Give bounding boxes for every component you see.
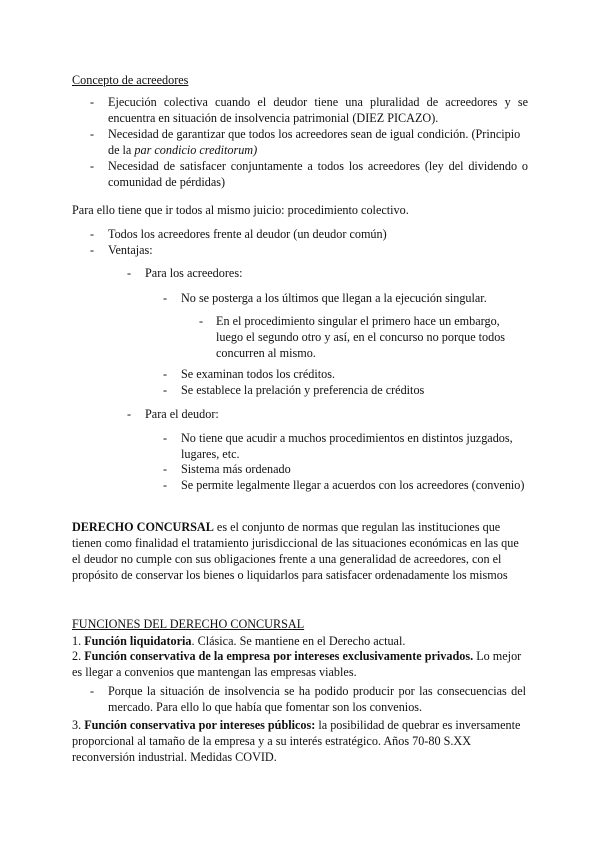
latin-phrase: par condicio creditorum)	[134, 143, 258, 157]
dash-bullet: -	[90, 95, 95, 109]
list-item	[163, 477, 528, 493]
section-heading-funciones: FUNCIONES DEL DERECHO CONCURSAL	[72, 617, 305, 631]
list-item	[90, 683, 526, 715]
list-item-text: No tiene que acudir a muchos procedimientos en distintos juzgados, lugares, etc.	[181, 431, 513, 461]
dash-bullet: -	[163, 291, 168, 305]
definition-term: DERECHO CONCURSAL	[72, 520, 214, 534]
list-item	[90, 158, 528, 190]
definition-text: es el conjunto de normas que regulan las instituciones que tienen como finalidad el tratamiento jurisdiccional de las situaciones económicas en las que el deudor no cumple con sus obligaciones frente a una generalidad de acreedores, con el propósito de conservar los bienes o liquidarlos para satisfacer ordenadamente los mismos	[72, 520, 519, 582]
list-item	[90, 242, 510, 258]
list-item-text: En el procedimiento singular el primero hace un embargo, luego el segundo otro y así, en el concurso no porque todos concurren al mismo.	[216, 314, 506, 360]
dash-bullet: -	[163, 478, 168, 492]
intro-paragraph: Para ello tiene que ir todos al mismo juicio: procedimiento colectivo.	[72, 203, 409, 217]
funcion-title: Función conservativa por intereses públicos:	[84, 718, 316, 732]
funcion-title: Función liquidatoria	[84, 634, 192, 648]
dash-bullet: -	[199, 314, 204, 328]
funcion-number: 3.	[72, 718, 85, 732]
dash-bullet: -	[90, 227, 95, 241]
funcion-text: . Clásica. Se mantiene en el Derecho actual.	[191, 634, 406, 648]
list-item	[163, 430, 528, 462]
list-item-text: Todos los acreedores frente al deudor (un deudor común)	[108, 227, 387, 241]
list-item	[90, 226, 510, 242]
dash-bullet: -	[163, 431, 168, 445]
list-item-text: Se permite legalmente llegar a acuerdos con los acreedores (convenio)	[181, 478, 525, 492]
list-item	[199, 313, 509, 361]
list-item-text: Ventajas:	[108, 243, 153, 257]
list-item-text-plain: Necesidad de garantizar que todos los acreedores sean de igual condición. (Principio de la	[108, 127, 521, 157]
funcion-3	[72, 717, 530, 765]
funcion-1	[72, 633, 528, 649]
list-item-text: Para el deudor:	[145, 407, 219, 421]
dash-bullet: -	[163, 462, 168, 476]
list-item-text: No se posterga a los últimos que llegan a la ejecución singular.	[181, 291, 487, 305]
funcion-number: 2.	[72, 649, 85, 663]
list-item	[163, 366, 523, 382]
list-item-text: Se examinan todos los créditos.	[181, 367, 336, 381]
funcion-2	[72, 648, 532, 680]
list-item	[163, 290, 523, 306]
funcion-number: 1.	[72, 634, 85, 648]
list-item-text: Sistema más ordenado	[181, 462, 291, 476]
funcion-text: Lo mejor es llegar a convenios que mantengan las empresas viables.	[72, 649, 522, 679]
list-item-text	[108, 126, 528, 158]
funcion-title: Función conservativa de la empresa por intereses exclusivamente privados.	[84, 649, 474, 663]
section-heading-concepto: Concepto de acreedores	[72, 73, 189, 87]
list-item	[163, 461, 528, 477]
list-item-text: Necesidad de satisfacer conjuntamente a todos los acreedores (ley del dividendo o comunidad de pérdidas)	[108, 159, 528, 189]
funcion-text: la posibilidad de quebrar es inversamente proporcional al tamaño de la empresa y a su interés estratégico. Años 70-80 S.XX reconversión industrial. Medidas COVID.	[72, 718, 521, 764]
dash-bullet: -	[90, 243, 95, 257]
list-item	[163, 382, 523, 398]
dash-bullet: -	[127, 266, 132, 280]
list-item-text: Ejecución colectiva cuando el deudor tiene una pluralidad de acreedores y se encuentra en situación de insolvencia patrimonial (DIEZ PICAZO).	[108, 95, 528, 125]
dash-bullet: -	[90, 159, 95, 173]
dash-bullet: -	[90, 127, 95, 141]
dash-bullet: -	[163, 383, 168, 397]
dash-bullet: -	[127, 407, 132, 421]
definition-paragraph	[72, 519, 528, 583]
list-item-text: Se establece la prelación y preferencia de créditos	[181, 383, 425, 397]
list-item	[127, 265, 507, 281]
list-item-text: Para los acreedores:	[145, 266, 243, 280]
list-item-text: Porque la situación de insolvencia se ha podido producir por las consecuencias del mercado. Para ello lo que había que fomentar son los convenios.	[108, 684, 526, 714]
list-item	[90, 126, 528, 158]
list-item	[90, 94, 528, 126]
list-item	[127, 406, 507, 422]
dash-bullet: -	[163, 367, 168, 381]
dash-bullet: -	[90, 684, 95, 698]
